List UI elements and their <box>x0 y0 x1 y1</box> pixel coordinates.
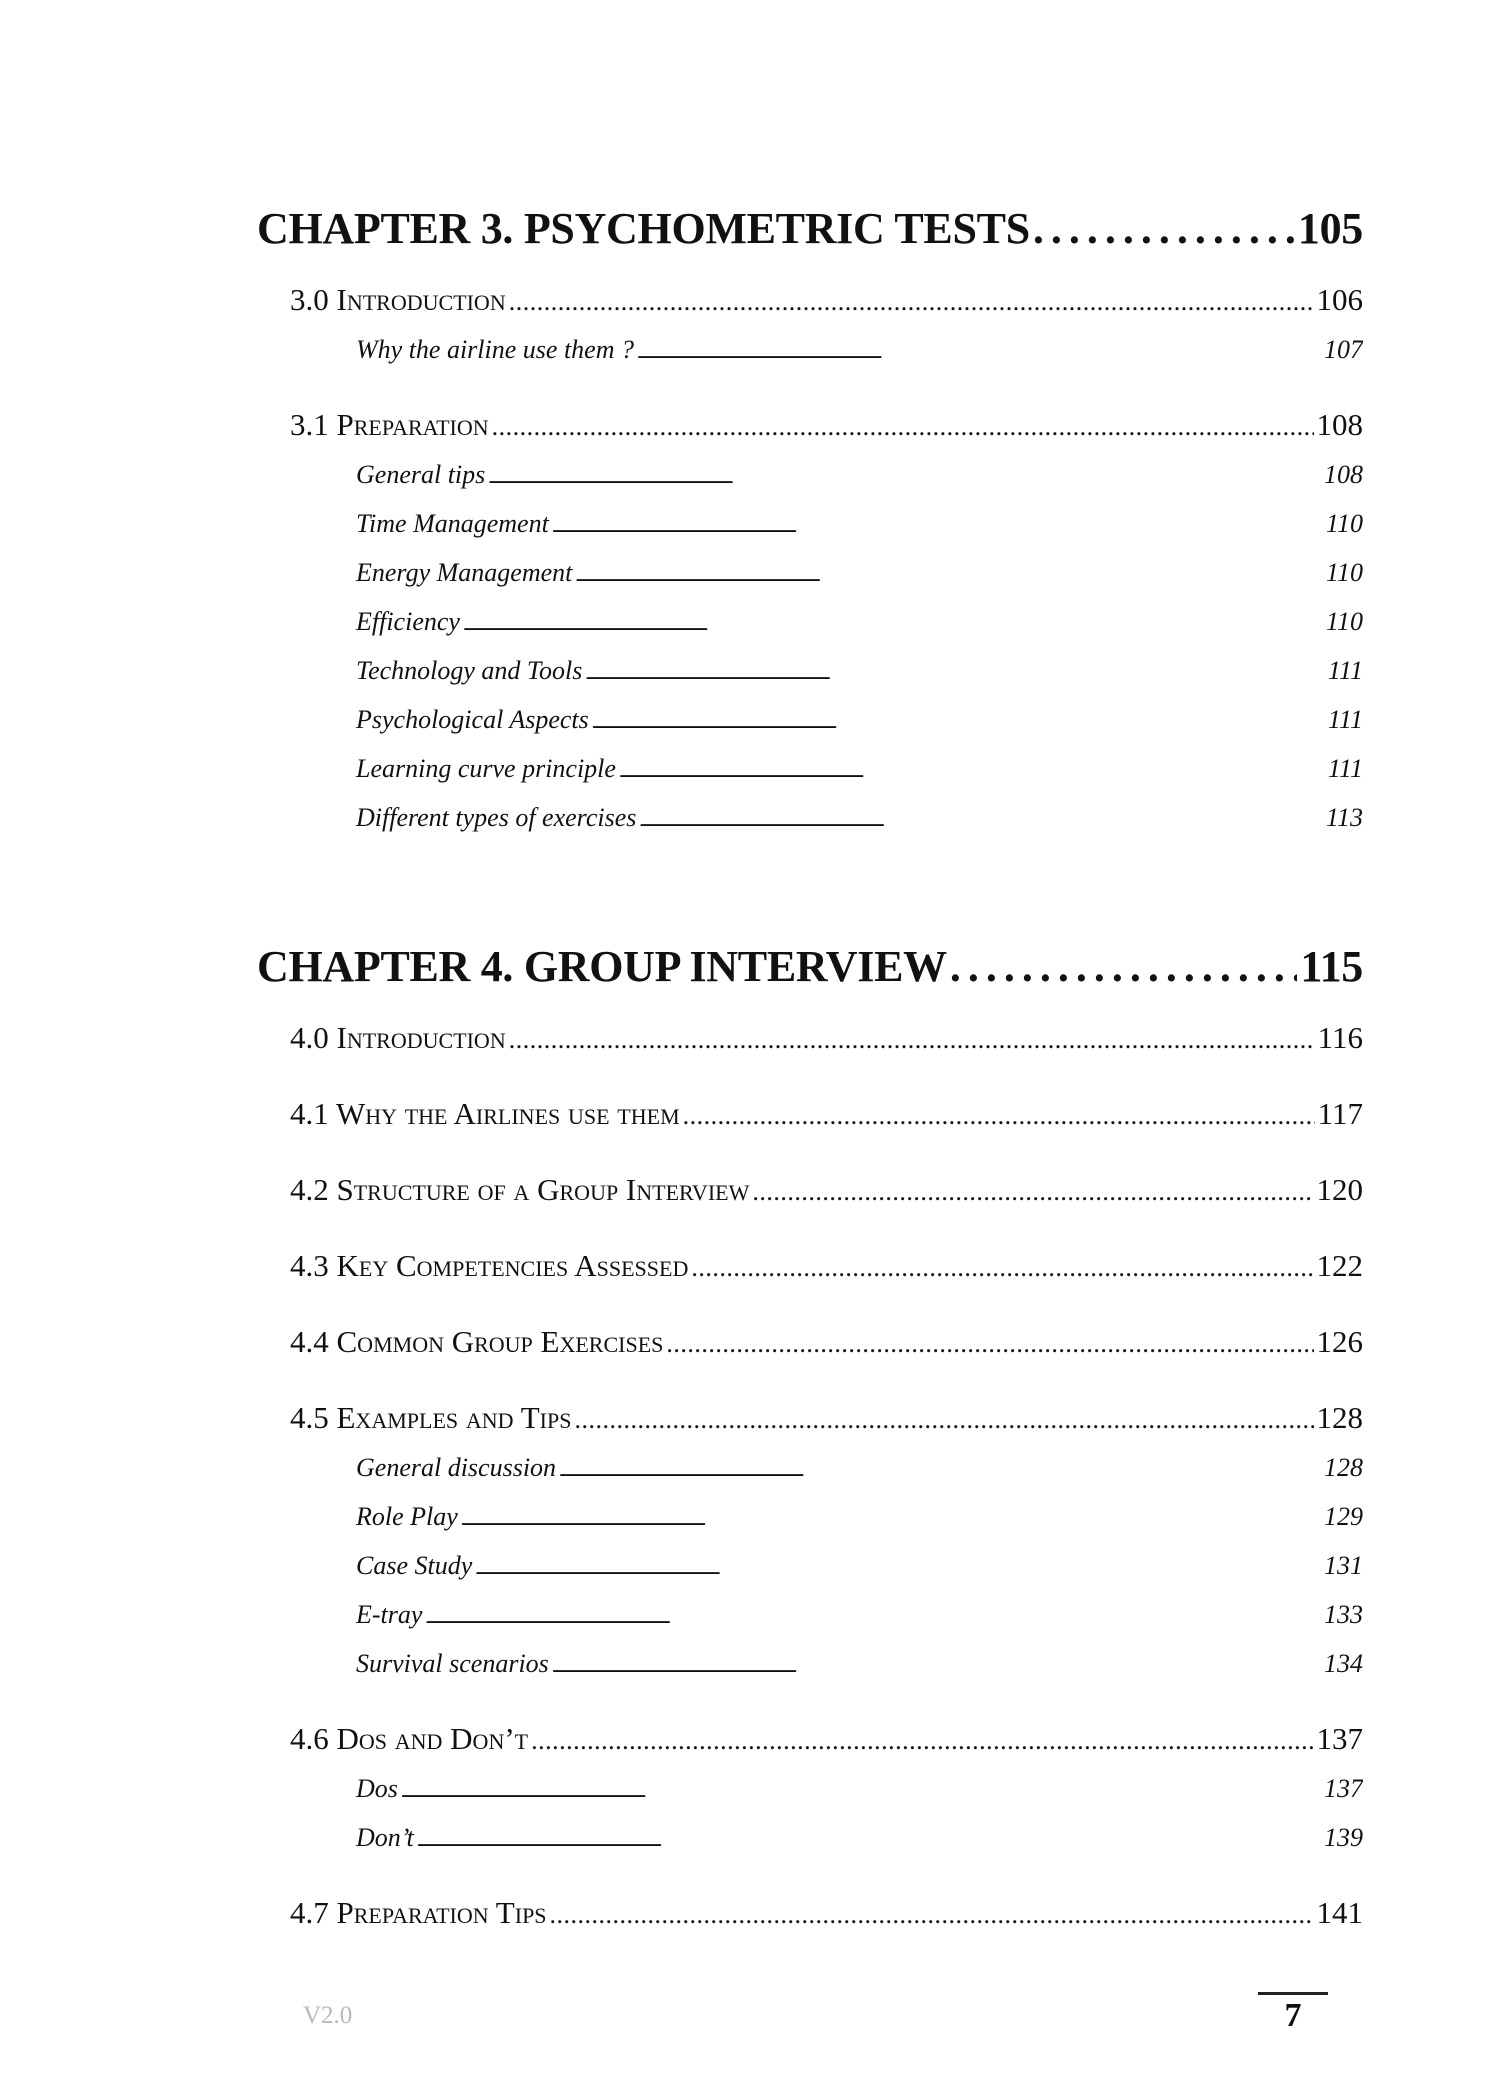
toc-section-title: 4.3 Key Competencies Assessed <box>290 1248 689 1283</box>
toc-subsection-title: Technology and Tools <box>356 656 583 685</box>
dot-leader <box>637 329 1321 374</box>
toc-chapter[interactable] <box>257 936 1363 998</box>
toc-subsection-title: Learning curve principle <box>356 754 616 783</box>
table-of-contents <box>257 198 1363 1938</box>
toc-subsection-page-number: 111 <box>1327 705 1363 734</box>
toc-section-title: 4.1 Why the Airlines use them <box>290 1096 680 1131</box>
toc-subsection[interactable] <box>257 548 1363 597</box>
toc-subsection-page-number: 110 <box>1325 607 1363 636</box>
toc-subsection[interactable] <box>257 646 1363 695</box>
dot-leader <box>509 277 1314 325</box>
toc-subsection-title: Dos <box>356 1774 398 1803</box>
toc-section-title: 3.1 Preparation <box>290 407 489 442</box>
toc-section-page-number: 108 <box>1316 407 1363 442</box>
dot-leader <box>509 1015 1315 1063</box>
toc-subsection-page-number: 107 <box>1324 335 1363 364</box>
toc-subsection[interactable] <box>257 1492 1363 1541</box>
toc-section-title: 3.0 Introduction <box>290 282 506 317</box>
toc-subsection-page-number: 133 <box>1324 1600 1363 1629</box>
dot-leader <box>463 601 1323 646</box>
dot-leader <box>752 1167 1313 1215</box>
dot-leader <box>683 1091 1315 1139</box>
dot-leader <box>475 1545 1321 1590</box>
dot-leader <box>1033 198 1295 260</box>
toc-section-page-number: 120 <box>1316 1172 1363 1207</box>
dot-leader <box>552 503 1323 548</box>
dot-leader <box>619 748 1325 793</box>
dot-leader <box>425 1594 1321 1639</box>
toc-section-page-number: 122 <box>1316 1248 1363 1283</box>
toc-chapter[interactable] <box>257 198 1363 260</box>
toc-section-page-number: 117 <box>1317 1096 1363 1131</box>
toc-subsection-title: General discussion <box>356 1453 557 1482</box>
dot-leader <box>488 454 1321 499</box>
toc-subsection-title: E-tray <box>356 1600 423 1629</box>
dot-leader <box>531 1716 1313 1764</box>
dot-leader <box>492 402 1314 450</box>
toc-chapter-title: CHAPTER 4. GROUP INTERVIEW <box>257 942 947 991</box>
toc-section-page-number: 137 <box>1316 1721 1363 1756</box>
toc-subsection-title: Energy Management <box>356 558 573 587</box>
toc-subsection-title: Case Study <box>356 1551 473 1580</box>
toc-subsection-page-number: 128 <box>1324 1453 1363 1482</box>
dot-leader <box>691 1243 1313 1291</box>
dot-leader <box>585 650 1325 695</box>
toc-subsection-title: Different types of exercises <box>356 803 637 832</box>
dot-leader <box>666 1319 1313 1367</box>
toc-section-page-number: 106 <box>1316 282 1363 317</box>
toc-subsection-page-number: 111 <box>1327 656 1363 685</box>
toc-subsection-title: Time Management <box>356 509 549 538</box>
toc-subsection-title: Don’t <box>356 1823 414 1852</box>
dot-leader <box>559 1447 1321 1492</box>
toc-subsection[interactable] <box>257 597 1363 646</box>
toc-subsection-page-number: 131 <box>1324 1551 1363 1580</box>
toc-subsection[interactable] <box>257 1764 1363 1813</box>
toc-section-title: 4.4 Common Group Exercises <box>290 1324 664 1359</box>
toc-subsection-page-number: 134 <box>1324 1649 1363 1678</box>
toc-section-page-number: 141 <box>1316 1895 1363 1930</box>
toc-chapter-page-number: 115 <box>1300 942 1363 991</box>
page-number-rule <box>1258 1992 1328 1995</box>
toc-subsection-page-number: 110 <box>1325 509 1363 538</box>
toc-section-title: 4.7 Preparation Tips <box>290 1895 547 1930</box>
toc-section[interactable] <box>257 1317 1363 1367</box>
toc-subsection-page-number: 139 <box>1324 1823 1363 1852</box>
toc-chapter-title: CHAPTER 3. PSYCHOMETRIC TESTS <box>257 204 1030 253</box>
toc-subsection-title: Survival scenarios <box>356 1649 549 1678</box>
dot-leader <box>639 797 1323 842</box>
document-version: V2.0 <box>303 2002 353 2029</box>
toc-section[interactable] <box>257 1241 1363 1291</box>
toc-section-title: 4.0 Introduction <box>290 1020 506 1055</box>
toc-section-page-number: 128 <box>1316 1400 1363 1435</box>
dot-leader <box>574 1395 1313 1443</box>
toc-chapter-page-number: 105 <box>1297 204 1363 253</box>
dot-leader <box>575 552 1323 597</box>
toc-subsection-page-number: 111 <box>1327 754 1363 783</box>
toc-section[interactable] <box>257 1393 1363 1443</box>
toc-subsection[interactable] <box>257 325 1363 374</box>
toc-section-title: 4.5 Examples and Tips <box>290 1400 572 1435</box>
dot-leader <box>592 699 1325 744</box>
toc-subsection[interactable] <box>257 695 1363 744</box>
toc-section[interactable] <box>257 1165 1363 1215</box>
toc-subsection[interactable] <box>257 1443 1363 1492</box>
toc-section-page-number: 126 <box>1316 1324 1363 1359</box>
toc-section[interactable] <box>257 1714 1363 1764</box>
toc-subsection-title: General tips <box>356 460 486 489</box>
toc-subsection-page-number: 129 <box>1324 1502 1363 1531</box>
toc-subsection-title: Why the airline use them ? <box>356 335 634 364</box>
dot-leader <box>401 1768 1321 1813</box>
toc-section[interactable] <box>257 1013 1363 1063</box>
dot-leader <box>552 1643 1321 1688</box>
toc-subsection[interactable] <box>257 450 1363 499</box>
toc-subsection-title: Role Play <box>356 1502 458 1531</box>
page-number: 7 <box>1284 1997 1302 2034</box>
toc-subsection[interactable] <box>257 1639 1363 1688</box>
toc-subsection[interactable] <box>257 1541 1363 1590</box>
toc-subsection[interactable] <box>257 1813 1363 1862</box>
toc-section[interactable] <box>257 1089 1363 1139</box>
toc-subsection-page-number: 108 <box>1324 460 1363 489</box>
toc-section-page-number: 116 <box>1317 1020 1363 1055</box>
chapter-spacer <box>257 842 1363 936</box>
toc-subsection-title: Psychological Aspects <box>356 705 589 734</box>
dot-leader <box>550 1890 1314 1938</box>
toc-section-title: 4.2 Structure of a Group Interview <box>290 1172 750 1207</box>
dot-leader <box>950 936 1297 998</box>
toc-subsection[interactable] <box>257 1590 1363 1639</box>
toc-subsection-page-number: 113 <box>1325 803 1363 832</box>
toc-section[interactable] <box>257 275 1363 325</box>
dot-leader <box>417 1817 1321 1862</box>
toc-subsection[interactable] <box>257 499 1363 548</box>
toc-section[interactable] <box>257 1888 1363 1938</box>
toc-section[interactable] <box>257 400 1363 450</box>
toc-subsection-title: Efficiency <box>356 607 460 636</box>
toc-section-title: 4.6 Dos and Don’t <box>290 1721 529 1756</box>
toc-subsection-page-number: 137 <box>1324 1774 1363 1803</box>
dot-leader <box>461 1496 1321 1541</box>
toc-subsection[interactable] <box>257 744 1363 793</box>
toc-subsection[interactable] <box>257 793 1363 842</box>
toc-subsection-page-number: 110 <box>1325 558 1363 587</box>
